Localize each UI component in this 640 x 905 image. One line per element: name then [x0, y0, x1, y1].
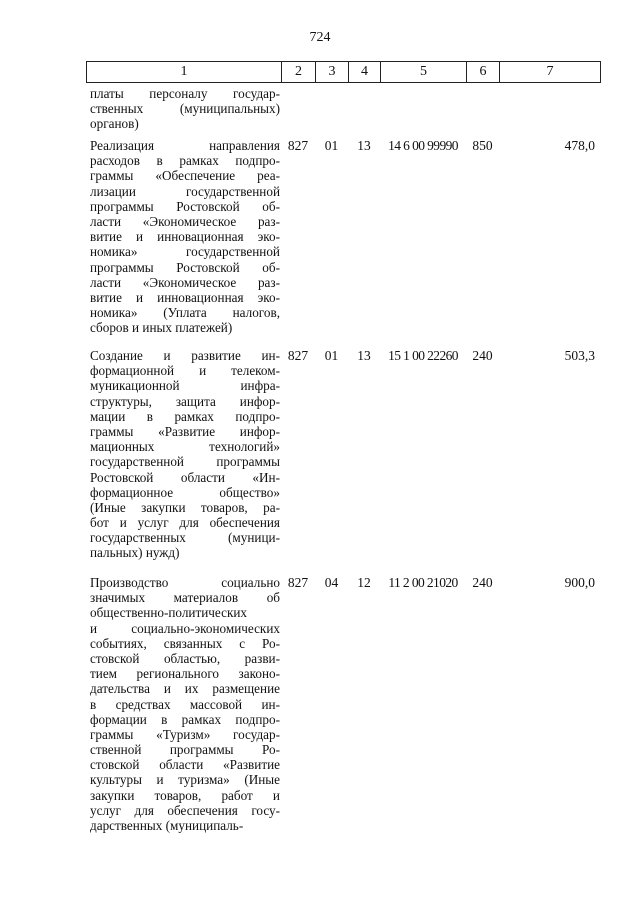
description-line: культуры и туризма» (Иные: [90, 772, 280, 788]
expense-description: [90, 86, 280, 132]
code-ministry: 827: [287, 575, 309, 590]
description-line: платы персоналу государ-: [90, 86, 280, 101]
code-ministry: 827: [287, 138, 309, 153]
description-line: государственных (муници-: [90, 530, 280, 546]
expense-description: [90, 138, 280, 335]
description-line: структуры, защита инфор-: [90, 393, 280, 409]
description-line: Создание и развитие ин-: [90, 348, 280, 363]
code-ministry: 827: [287, 348, 309, 363]
description-line: витие и инновационная эко-: [90, 229, 280, 245]
description-line: расходов в рамках подпро-: [90, 153, 280, 169]
description-line: муникационной инфра-: [90, 378, 280, 394]
description-line: и социально-экономических: [90, 620, 280, 636]
description-line: граммы «Обеспечение реа-: [90, 168, 280, 184]
description-line: в средствах массовой ин-: [90, 696, 280, 712]
description-line: событиях, связанных с Ро-: [90, 635, 280, 651]
column-number-5: 5: [381, 62, 467, 83]
description-line: тием регионального законо-: [90, 666, 280, 682]
description-line: Реализация направления: [90, 138, 280, 153]
description-line: формационной и телеком-: [90, 363, 280, 379]
code-expense-type: 240: [472, 348, 493, 363]
description-line: услуг для обеспечения госу-: [90, 802, 280, 818]
description-line: ственных (муниципальных): [90, 101, 280, 117]
code-section: 04: [324, 575, 339, 590]
description-line: граммы «Развитие инфор-: [90, 423, 280, 439]
description-line: программы Ростовской об-: [90, 198, 280, 214]
description-line: лизации государственной: [90, 183, 280, 199]
code-expense-type: 850: [472, 138, 493, 153]
description-line: формации в рамках подпро-: [90, 711, 280, 727]
description-line: общественно-политических: [90, 605, 248, 621]
code-target-item: 14 6 00 99990: [388, 138, 458, 153]
page-number: 724: [309, 30, 331, 45]
description-line: мационных технологий»: [90, 439, 280, 455]
column-number-4: 4: [349, 62, 381, 83]
description-line: стовской области «Развитие: [90, 757, 280, 773]
table-column-header: [86, 61, 601, 83]
description-line: дарственных (муниципаль-: [90, 818, 244, 834]
description-line: бот и услуг для обеспечения: [90, 515, 280, 531]
description-line: мации в рамках подпро-: [90, 408, 280, 424]
description-line: граммы «Туризм» государ-: [90, 726, 280, 742]
description-line: государственной программы: [90, 454, 280, 470]
code-subsection: 12: [357, 575, 371, 590]
description-line: Ростовской области «Ин-: [90, 469, 280, 485]
description-line: ласти «Экономическое раз-: [90, 213, 280, 229]
description-line: закупки товаров, работ и: [90, 787, 280, 803]
expense-description: [90, 575, 280, 833]
column-number-3: 3: [316, 62, 349, 83]
description-line: ласти «Экономическое раз-: [90, 274, 280, 290]
column-number-7: 7: [500, 62, 601, 83]
description-line: (Иные закупки товаров, ра-: [90, 499, 280, 515]
code-expense-type: 240: [472, 575, 493, 590]
amount: 503,3: [564, 348, 595, 363]
code-target-item: 11 2 00 21020: [388, 575, 458, 590]
expense-description: [90, 348, 280, 561]
description-line: пальных) нужд): [90, 545, 180, 561]
amount: 478,0: [564, 138, 595, 153]
code-section: 01: [324, 348, 339, 363]
code-section: 01: [324, 138, 339, 153]
description-line: стовской областью, разви-: [90, 650, 280, 666]
column-number-6: 6: [467, 62, 500, 83]
column-number-2: 2: [282, 62, 316, 83]
description-line: номика» (Уплата налогов,: [90, 305, 280, 321]
code-subsection: 13: [357, 348, 371, 363]
description-line: сборов и иных платежей): [90, 320, 233, 336]
description-line: значимых материалов об: [90, 590, 280, 606]
description-line: программы Ростовской об-: [90, 259, 280, 275]
description-line: номика» государственной: [90, 244, 280, 260]
description-line: витие и инновационная эко-: [90, 289, 280, 305]
description-line: дательства и их размещение: [90, 681, 280, 697]
column-number-1: 1: [87, 62, 282, 83]
description-line: Производство социально: [90, 575, 280, 590]
description-line: органов): [90, 116, 139, 132]
description-line: ственной программы Ро-: [90, 742, 280, 758]
code-target-item: 15 1 00 22260: [388, 348, 458, 363]
amount: 900,0: [564, 575, 595, 590]
code-subsection: 13: [357, 138, 371, 153]
description-line: формационное общество»: [90, 484, 280, 500]
